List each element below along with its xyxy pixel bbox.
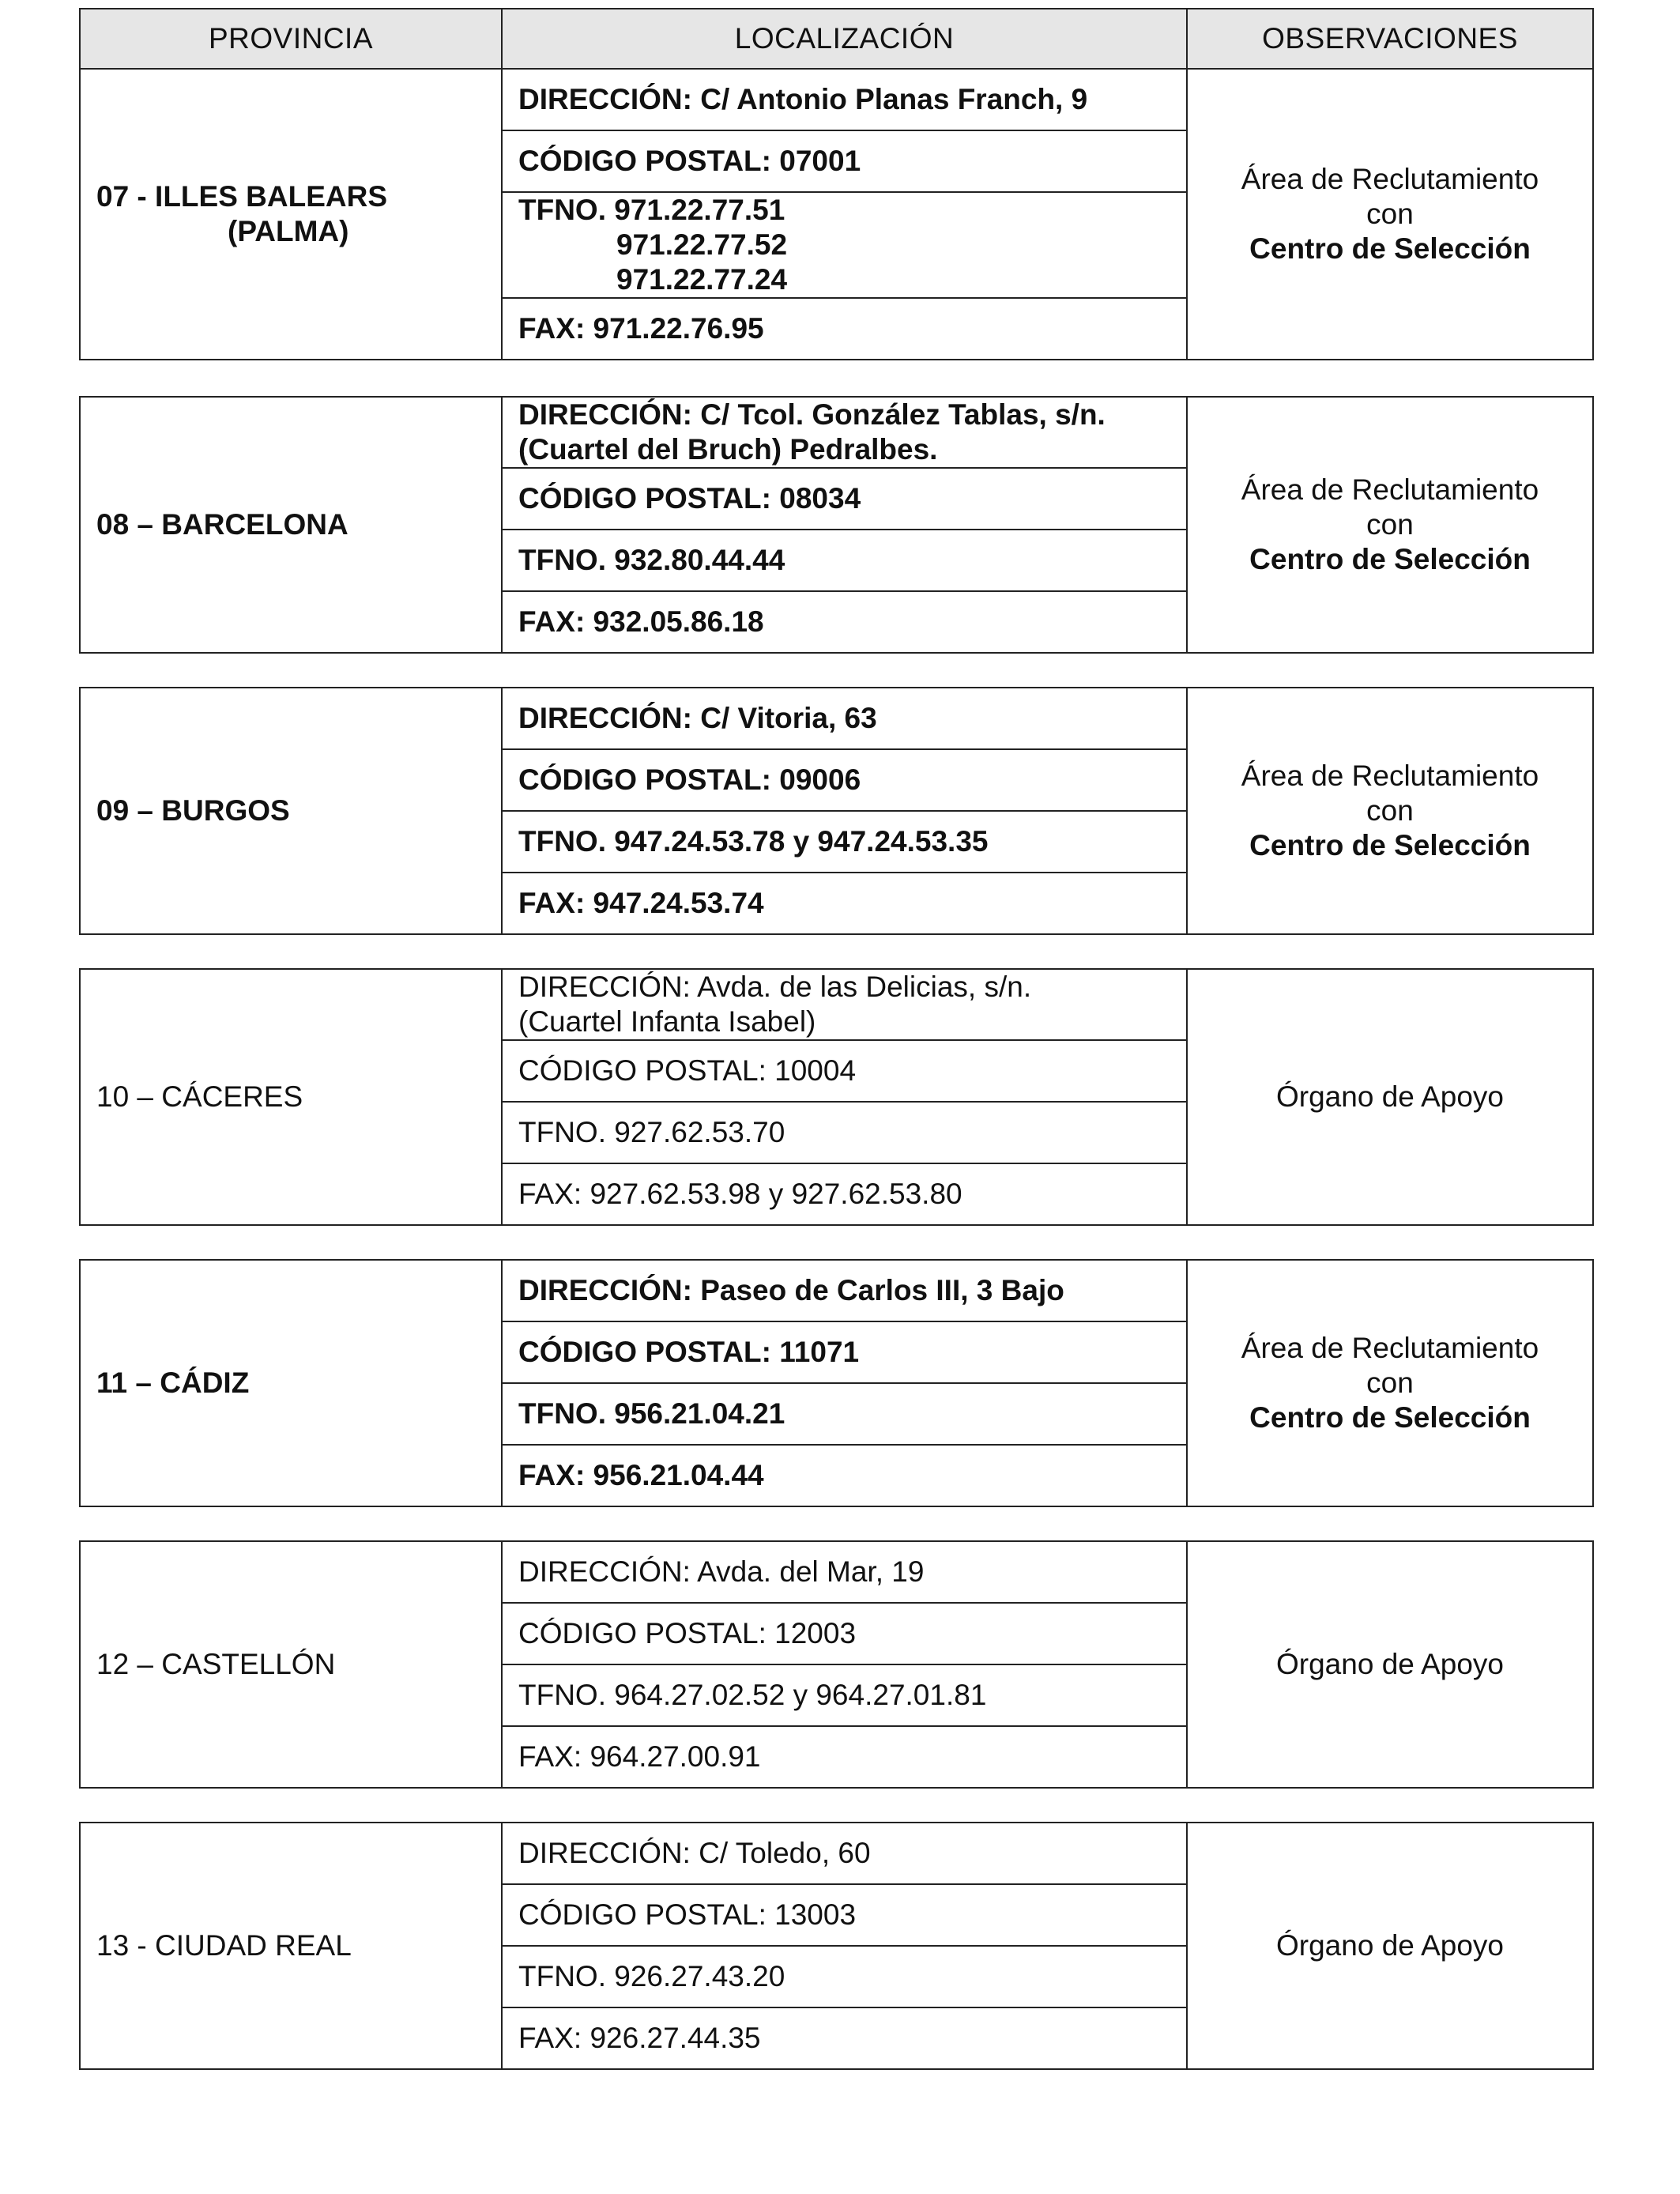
fax-cell: FAX: 932.05.86.18 (502, 591, 1187, 653)
provincia-cell: 10 – CÁCERES (80, 969, 502, 1225)
province-table-cadiz (79, 1259, 1594, 1507)
direccion-cell: DIRECCIÓN: C/ Toledo, 60 (502, 1823, 1187, 1884)
obs-con: con (1366, 508, 1414, 541)
header-provincia: PROVINCIA (80, 9, 502, 69)
province-table-barcelona (79, 396, 1594, 654)
obs-centro: Centro de Selección (1249, 232, 1531, 265)
tfno-cell: TFNO. 947.24.53.78 y 947.24.53.35 (502, 811, 1187, 873)
province-table-illes-balears (79, 8, 1594, 360)
provincia-subname: (PALMA) (228, 215, 349, 247)
codigo-postal-cell: CÓDIGO POSTAL: 07001 (502, 130, 1187, 192)
province-table-ciudad-real (79, 1822, 1594, 2070)
codigo-postal-cell: CÓDIGO POSTAL: 10004 (502, 1040, 1187, 1102)
provincia-cell (80, 69, 502, 360)
direccion-line: (Cuartel Infanta Isabel) (518, 1005, 816, 1038)
codigo-postal-cell: CÓDIGO POSTAL: 08034 (502, 468, 1187, 530)
direccion-line: DIRECCIÓN: C/ Tcol. González Tablas, s/n. (518, 398, 1106, 431)
province-table-burgos (79, 687, 1594, 935)
header-observaciones: OBSERVACIONES (1187, 9, 1593, 69)
tfno-cell: TFNO. 927.62.53.70 (502, 1102, 1187, 1163)
observaciones-cell (1187, 69, 1593, 360)
provincia-name: 07 - ILLES BALEARS (96, 180, 387, 213)
obs-con: con (1366, 1367, 1414, 1399)
tfno-cell (502, 192, 1187, 298)
obs-con: con (1366, 794, 1414, 827)
tfno-line: 971.22.77.24 (616, 263, 788, 296)
obs-area: Área de Reclutamiento (1241, 760, 1539, 792)
fax-cell: FAX: 956.21.04.44 (502, 1445, 1187, 1506)
provincia-cell: 09 – BURGOS (80, 688, 502, 934)
direccion-cell: DIRECCIÓN: C/ Antonio Planas Franch, 9 (502, 69, 1187, 130)
observaciones-cell (1187, 397, 1593, 653)
obs-area: Área de Reclutamiento (1241, 163, 1539, 195)
obs-centro: Centro de Selección (1249, 543, 1531, 575)
tfno-line: TFNO. 971.22.77.51 (518, 194, 785, 226)
direccion-line: (Cuartel del Bruch) Pedralbes. (518, 433, 938, 466)
tfno-cell: TFNO. 956.21.04.21 (502, 1383, 1187, 1445)
fax-cell: FAX: 971.22.76.95 (502, 298, 1187, 360)
tfno-cell: TFNO. 932.80.44.44 (502, 530, 1187, 591)
direccion-line: DIRECCIÓN: Avda. de las Delicias, s/n. (518, 971, 1032, 1003)
header-localizacion: LOCALIZACIÓN (502, 9, 1187, 69)
fax-cell: FAX: 947.24.53.74 (502, 873, 1187, 934)
provincia-cell: 08 – BARCELONA (80, 397, 502, 653)
observaciones-cell (1187, 1260, 1593, 1506)
obs-centro: Centro de Selección (1249, 1401, 1531, 1434)
direccion-cell (502, 397, 1187, 468)
obs-con: con (1366, 198, 1414, 230)
direccion-cell: DIRECCIÓN: Avda. del Mar, 19 (502, 1541, 1187, 1603)
direccion-cell: DIRECCIÓN: C/ Vitoria, 63 (502, 688, 1187, 749)
province-table-castellon (79, 1540, 1594, 1789)
codigo-postal-cell: CÓDIGO POSTAL: 09006 (502, 749, 1187, 811)
codigo-postal-cell: CÓDIGO POSTAL: 12003 (502, 1603, 1187, 1664)
provincia-cell: 11 – CÁDIZ (80, 1260, 502, 1506)
codigo-postal-cell: CÓDIGO POSTAL: 13003 (502, 1884, 1187, 1946)
provincia-cell: 12 – CASTELLÓN (80, 1541, 502, 1788)
province-table-caceres (79, 968, 1594, 1226)
direccion-cell (502, 969, 1187, 1040)
observaciones-cell: Órgano de Apoyo (1187, 969, 1593, 1225)
obs-area: Área de Reclutamiento (1241, 1332, 1539, 1364)
tfno-cell: TFNO. 964.27.02.52 y 964.27.01.81 (502, 1664, 1187, 1726)
observaciones-cell: Órgano de Apoyo (1187, 1541, 1593, 1788)
tfno-line: 971.22.77.52 (616, 228, 788, 261)
fax-cell: FAX: 927.62.53.98 y 927.62.53.80 (502, 1163, 1187, 1225)
fax-cell: FAX: 926.27.44.35 (502, 2007, 1187, 2069)
provincia-cell: 13 - CIUDAD REAL (80, 1823, 502, 2069)
codigo-postal-cell: CÓDIGO POSTAL: 11071 (502, 1321, 1187, 1383)
fax-cell: FAX: 964.27.00.91 (502, 1726, 1187, 1788)
tfno-cell: TFNO. 926.27.43.20 (502, 1946, 1187, 2007)
obs-area: Área de Reclutamiento (1241, 473, 1539, 506)
observaciones-cell (1187, 688, 1593, 934)
observaciones-cell: Órgano de Apoyo (1187, 1823, 1593, 2069)
obs-centro: Centro de Selección (1249, 829, 1531, 861)
direccion-cell: DIRECCIÓN: Paseo de Carlos III, 3 Bajo (502, 1260, 1187, 1321)
